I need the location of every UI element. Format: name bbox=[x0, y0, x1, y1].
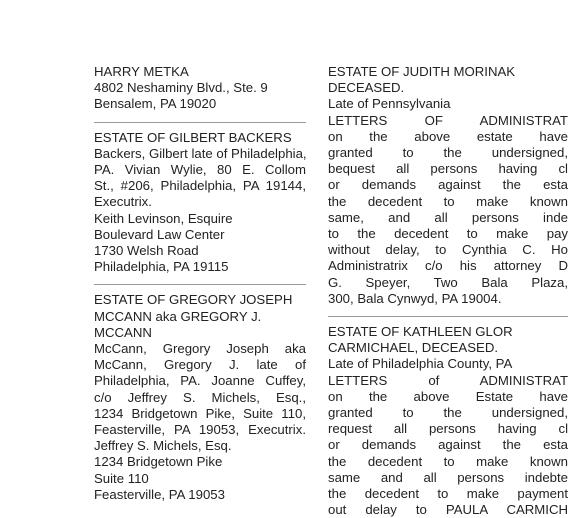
notice-line: request all persons having cl bbox=[328, 421, 568, 437]
notice-line: granted to the undersigned, bbox=[328, 405, 568, 421]
notice-title: MCCANN bbox=[94, 324, 152, 340]
notice-title: ESTATE OF JUDITH MORINAK bbox=[328, 64, 516, 79]
notice-line: the decedent to make known bbox=[328, 453, 568, 469]
notice-line: Executrix. bbox=[94, 194, 152, 210]
notice-line: LETTERS of ADMINISTRAT bbox=[328, 372, 568, 388]
notice-line: 300, Bala Cynwyd, PA 19004. bbox=[328, 290, 502, 306]
notice-line: LETTERS OF ADMINISTRAT bbox=[328, 112, 568, 128]
notice-line: Philadelphia, PA 19115 bbox=[94, 259, 229, 275]
notice-line: McCann, Gregory Joseph aka bbox=[94, 341, 306, 357]
notice-line: 1730 Welsh Road bbox=[94, 243, 199, 259]
right-column bbox=[328, 64, 568, 518]
notice-line: or demands against the esta bbox=[328, 437, 568, 453]
notice-line: 4802 Neshaminy Blvd., Ste. 9 bbox=[94, 80, 268, 96]
notice-line: HARRY METKA bbox=[94, 64, 189, 79]
notice-estate-judith-morinak bbox=[328, 64, 568, 307]
notice-line: Late of Philadelphia County, PA bbox=[328, 356, 513, 372]
notice-line: 1234 Bridgetown Pike, Suite 110, bbox=[94, 405, 306, 421]
divider bbox=[94, 122, 306, 123]
notice-title: DECEASED. bbox=[328, 80, 405, 96]
notice-line: out delay to PAULA CARMICH bbox=[328, 502, 568, 518]
notice-estate-gilbert-backers bbox=[94, 130, 306, 276]
notice-title: ESTATE OF GILBERT BACKERS bbox=[94, 129, 292, 145]
notice-line: same, and all persons inde bbox=[328, 209, 568, 225]
notice-line: PA. Vivian Wylie, 80 E. Collom bbox=[94, 162, 306, 178]
notice-line: Bensalem, PA 19020 bbox=[94, 96, 217, 112]
notice-line: Boulevard Law Center bbox=[94, 226, 225, 242]
notice-line: Jeffrey S. Michels, Esq. bbox=[94, 438, 232, 454]
notice-line: G. Speyer, Two Bala Plaza, bbox=[328, 274, 568, 290]
notice-harry-metka bbox=[94, 64, 306, 113]
notice-line: Feasterville, PA 19053 bbox=[94, 486, 225, 502]
notice-line: St., #206, Philadelphia, PA 19144, bbox=[94, 178, 306, 194]
notice-line: same and all persons indebte bbox=[328, 469, 568, 485]
notice-title: ESTATE OF GREGORY JOSEPH bbox=[94, 292, 293, 308]
notice-title: ESTATE OF KATHLEEN GLOR bbox=[328, 324, 513, 340]
notice-line: Feasterville, PA 19053, Executrix. bbox=[94, 422, 306, 438]
notice-line: 1234 Bridgetown Pike bbox=[94, 454, 223, 470]
notice-line: Suite 110 bbox=[94, 470, 149, 486]
notice-line: Keith Levinson, Esquire bbox=[94, 210, 233, 226]
notice-line: McCann, Gregory J. late of bbox=[94, 357, 306, 373]
notice-line: granted to the undersigned, bbox=[328, 145, 568, 161]
notice-line: c/o Jeffrey S. Michels, Esq., bbox=[94, 389, 306, 405]
notice-line: Backers, Gilbert late of Philadelphia, bbox=[94, 145, 307, 161]
notice-line: on the above Estate have bbox=[328, 388, 568, 404]
notice-title: CARMICHAEL, DECEASED. bbox=[328, 340, 499, 356]
notice-title: MCCANN aka GREGORY J. bbox=[94, 308, 262, 324]
notice-line: the decedent to make payment bbox=[328, 486, 568, 502]
notice-line: Philadelphia, PA. Joanne Cuffey, bbox=[94, 373, 306, 389]
notice-line: Late of Pennsylvania bbox=[328, 96, 451, 112]
notice-estate-gregory-mccann bbox=[94, 292, 306, 503]
left-column bbox=[94, 64, 306, 503]
notice-line: to the decedent to make pay bbox=[328, 226, 568, 242]
notice-line: bequest all persons having cl bbox=[328, 161, 568, 177]
notice-line: or demands against the esta bbox=[328, 177, 568, 193]
notice-estate-kathleen-carmichael bbox=[328, 324, 568, 518]
divider bbox=[94, 284, 306, 285]
notice-line: Administratrix c/o his attorney D bbox=[328, 258, 568, 274]
notice-line: on the above estate have bbox=[328, 128, 568, 144]
notice-line: without delay, to Cynthia C. Ho bbox=[328, 242, 568, 258]
divider bbox=[328, 316, 568, 317]
notice-line: the decedent to make known bbox=[328, 193, 568, 209]
